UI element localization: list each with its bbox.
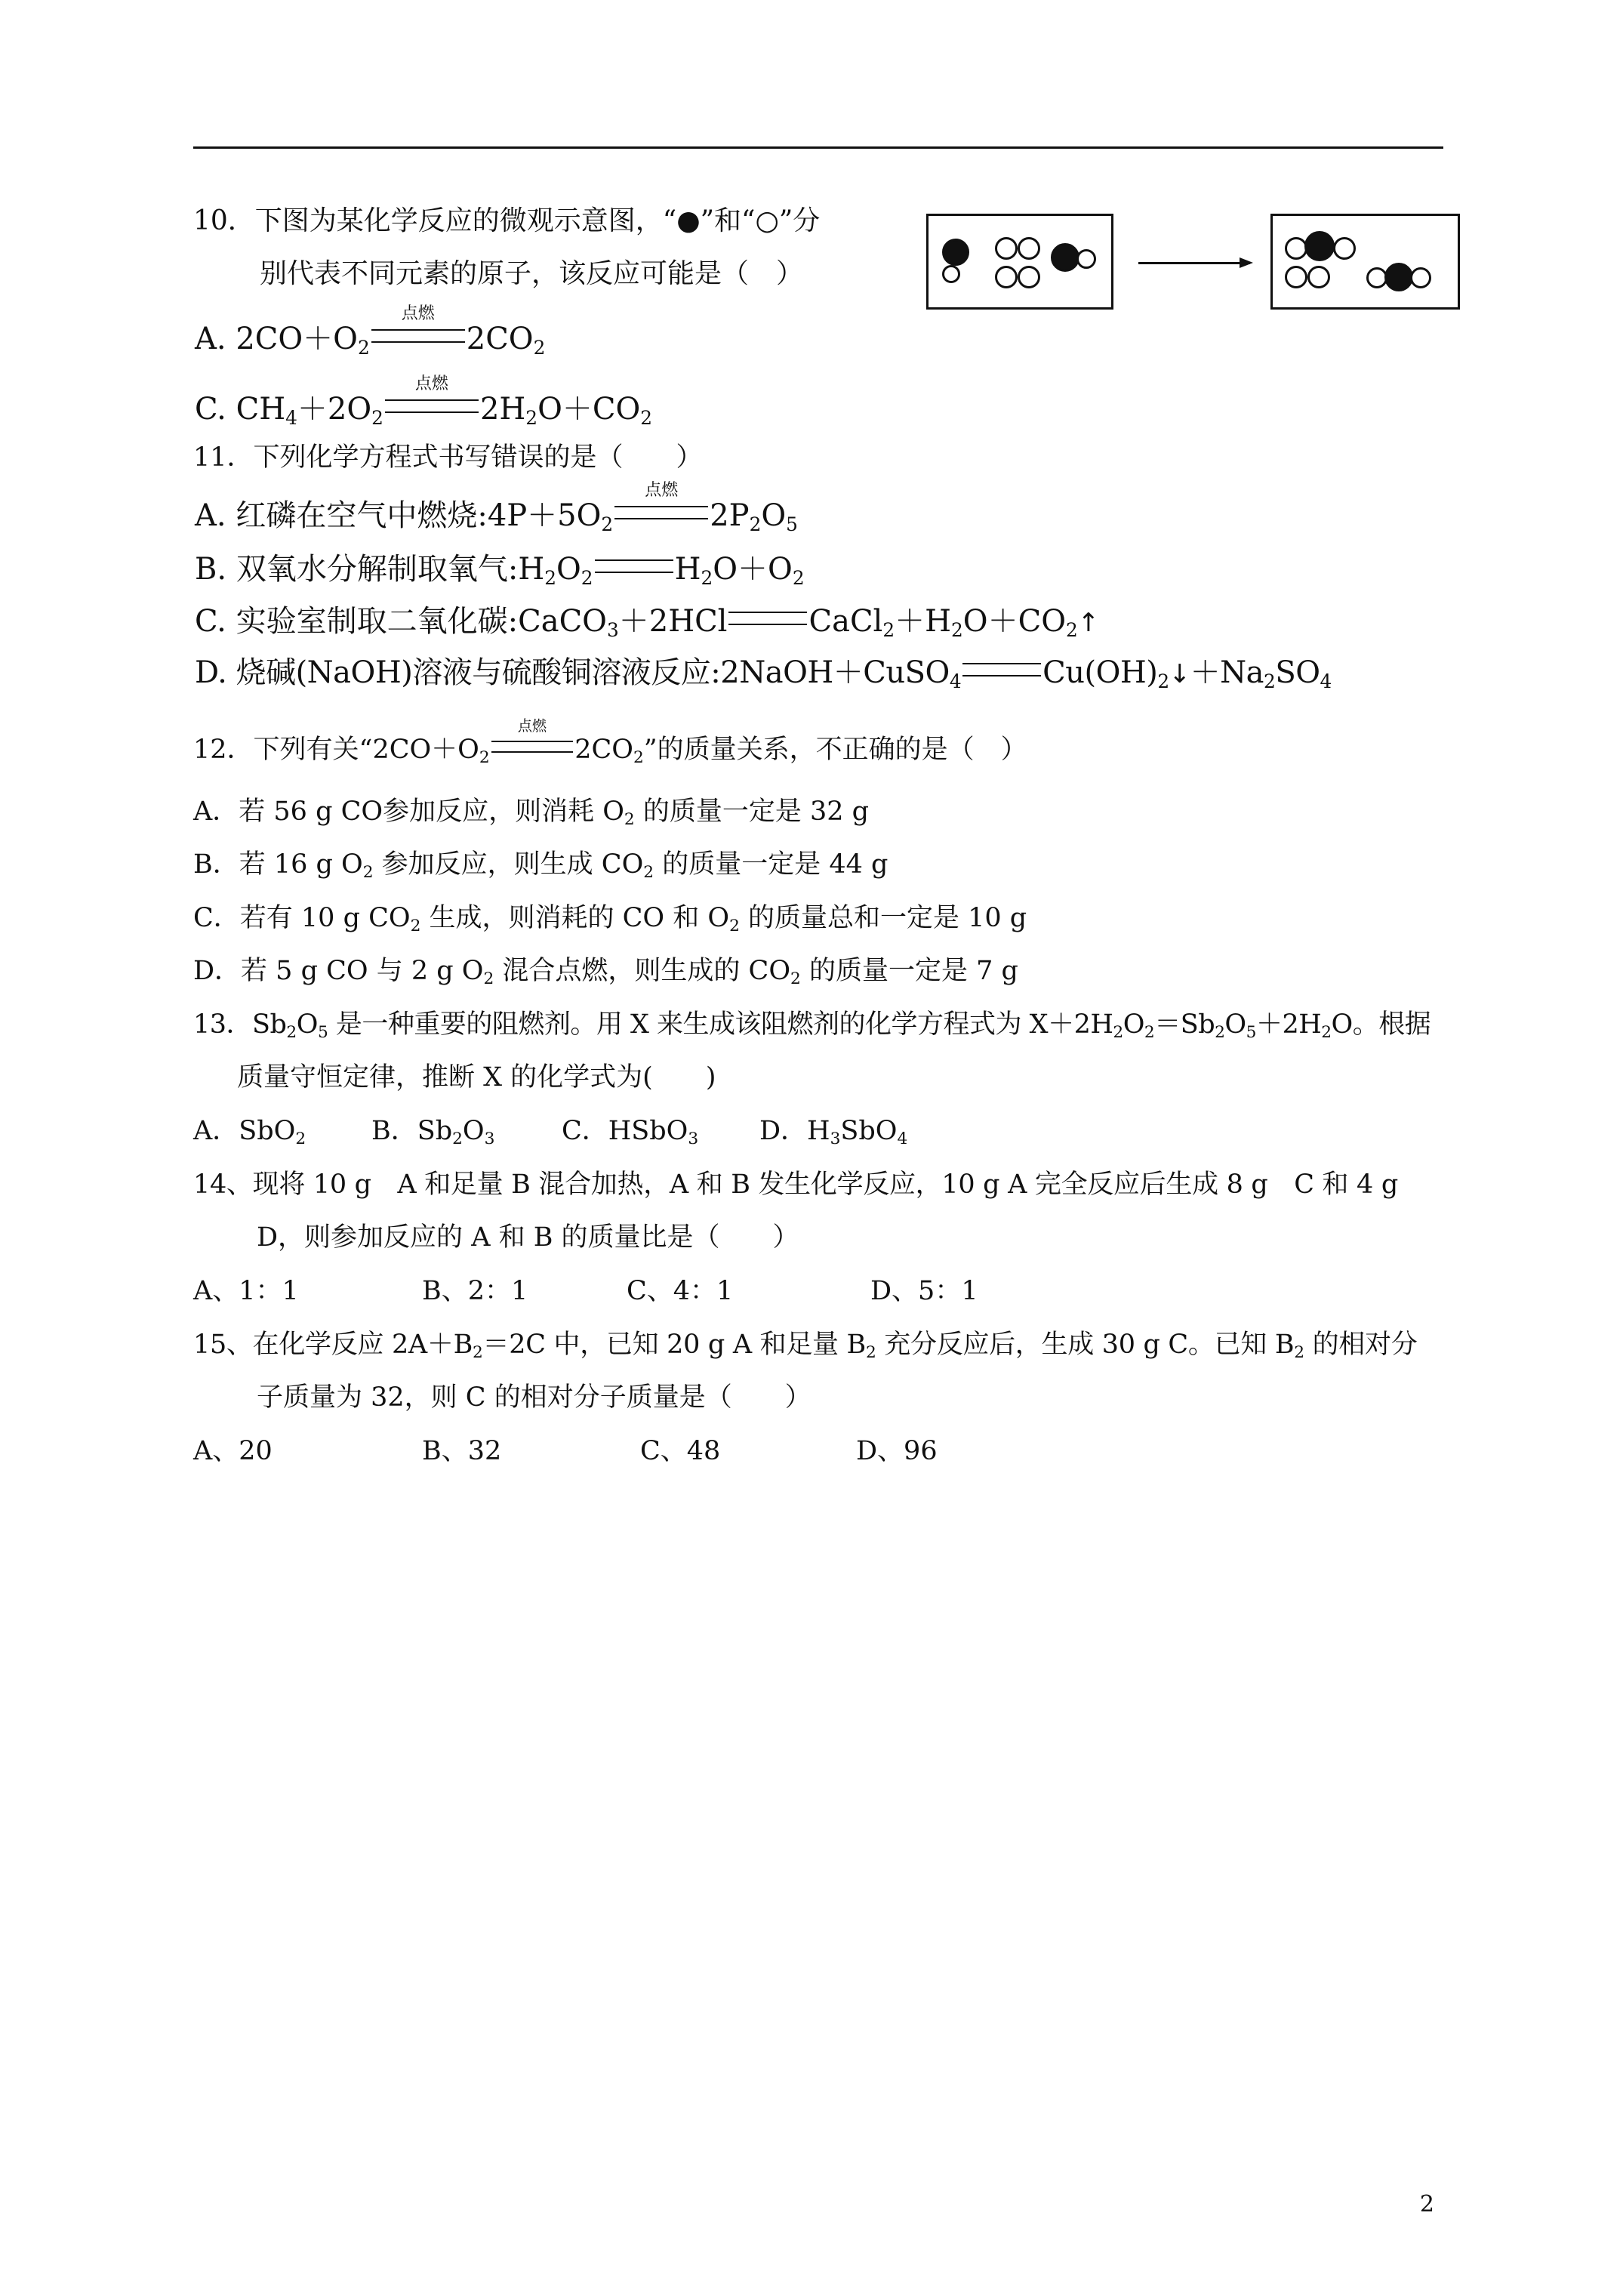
q13-option-c: C．HSbO$_3$ xyxy=(562,1116,699,1149)
q15-stem-line2: 子质量为 32，则 C 的相对分子质量是（ ） xyxy=(257,1382,812,1413)
q15-stem-line1: 15、在化学反应 $2A+B_2=2C$ 中，已知 20 g A 和足量 $B_2$ 充分反应后，生成 30 g C。已知 $B_2$ 的相对分 xyxy=(193,1330,1418,1363)
q15-option-b: B、32 xyxy=(422,1436,502,1466)
white-atom xyxy=(995,237,1018,260)
q10-stem-line1: 10．下图为某化学反应的微观示意图，“●”和“○”分 xyxy=(193,205,821,236)
q13-option-d: D．$H_3SbO_4$ xyxy=(759,1116,908,1149)
white-atom xyxy=(995,266,1018,288)
header-rule xyxy=(193,146,1443,149)
products-box xyxy=(1270,214,1460,310)
white-atom xyxy=(1018,266,1040,288)
q12-option-d: D．若 5 g CO 与 2 g $O_2$ 混合点燃，则生成的 $CO_2$ 的质量一定是 7 g xyxy=(193,956,1018,989)
q12-stem: 12．下列有关“$2CO+O_2$ 点燃 $2CO_2$”的质量关系，不正确的是（ ） xyxy=(193,717,1027,768)
q11-stem: 11．下列化学方程式书写错误的是（ ） xyxy=(193,442,703,473)
white-atom xyxy=(1333,237,1356,260)
q15-option-a: A、20 xyxy=(193,1436,273,1466)
q11-option-a: A. 红磷在空气中燃烧$:4P+5O_2$ 点燃 $2P_2O_5$ xyxy=(195,481,798,535)
white-atom xyxy=(1307,266,1330,288)
q14-stem-line1: 14、现将 10 g A 和足量 B 混合加热，A 和 B 发生化学反应，10 g A 完全反应后生成 8 g C 和 4 g xyxy=(193,1170,1398,1200)
white-atom xyxy=(942,265,960,283)
white-atom xyxy=(1285,266,1307,288)
black-atom xyxy=(1051,243,1079,272)
white-atom xyxy=(1018,237,1040,260)
q15-option-d: D、96 xyxy=(856,1436,938,1466)
white-atom xyxy=(1410,267,1431,288)
gas-up-arrow-icon: ↑ xyxy=(1077,608,1100,638)
precipitate-down-arrow-icon: ↓ xyxy=(1169,659,1190,689)
q13-option-a: A．SbO$_2$ xyxy=(193,1116,306,1149)
page-number: 2 xyxy=(1419,2191,1434,2217)
q14-option-c: C、4：1 xyxy=(627,1276,734,1306)
q10-option-c: C. $CH_4+2O_2$ 点燃 $2H_2O+CO_2$ xyxy=(195,374,653,429)
q10-option-a: A. $2CO+O_2$ 点燃 $2CO_2$ xyxy=(195,304,546,359)
q10-stem-line2: 别代表不同元素的原子，该反应可能是（ ） xyxy=(260,258,804,289)
q11-option-c: C. 实验室制取二氧化碳:CaCO$_3$＋2HCl $CaCl_2+H_2O+CO_2↑$ xyxy=(195,604,1100,641)
q12-option-a: A．若 56 g CO参加反应，则消耗 $O_2$ 的质量一定是 32 g xyxy=(193,797,870,830)
q14-option-d: D、5：1 xyxy=(870,1276,978,1306)
q14-option-a: A、1：1 xyxy=(193,1276,299,1306)
q14-stem-line2: D，则参加反应的 A 和 B 的质量比是（ ） xyxy=(257,1222,799,1253)
q13-stem-line1: 13．$Sb_2O_5$ 是一种重要的阻燃剂。用 X 来生成该阻燃剂的化学方程式为 $X+2H_2O_2=Sb_2O_5+2H_2O$。根据 xyxy=(193,1009,1431,1043)
black-atom xyxy=(1304,231,1335,261)
black-atom xyxy=(942,239,969,266)
black-atom xyxy=(1384,263,1413,291)
reaction-arrow xyxy=(1138,262,1250,264)
q13-stem-line2: 质量守恒定律，推断 X 的化学式为( ) xyxy=(237,1062,716,1093)
q11-option-d: D. 烧碱(NaOH)溶液与硫酸铜溶液反应:2NaOH＋CuSO$_4$ $Cu(OH)_2↓+Na_2SO_4$ xyxy=(195,655,1332,692)
reactants-box xyxy=(926,214,1113,310)
q13-option-b: B．$Sb_2O_3$ xyxy=(371,1116,495,1149)
q12-option-c: C．若有 10 g $CO_2$ 生成，则消耗的 CO 和 $O_2$ 的质量总和一定是 10 g xyxy=(193,903,1027,936)
q11-option-b: B. 双氧水分解制取氧气$:H_2O_2$ $H_2O+O_2$ xyxy=(195,552,805,589)
q12-option-b: B．若 16 g $O_2$ 参加反应，则生成 $CO_2$ 的质量一定是 44 g xyxy=(193,849,888,883)
q14-option-b: B、2：1 xyxy=(422,1276,528,1306)
white-atom xyxy=(1076,249,1096,269)
black-atom-symbol: ● xyxy=(676,205,701,236)
white-atom-symbol: ○ xyxy=(755,205,779,236)
q15-option-c: C、48 xyxy=(640,1436,721,1466)
